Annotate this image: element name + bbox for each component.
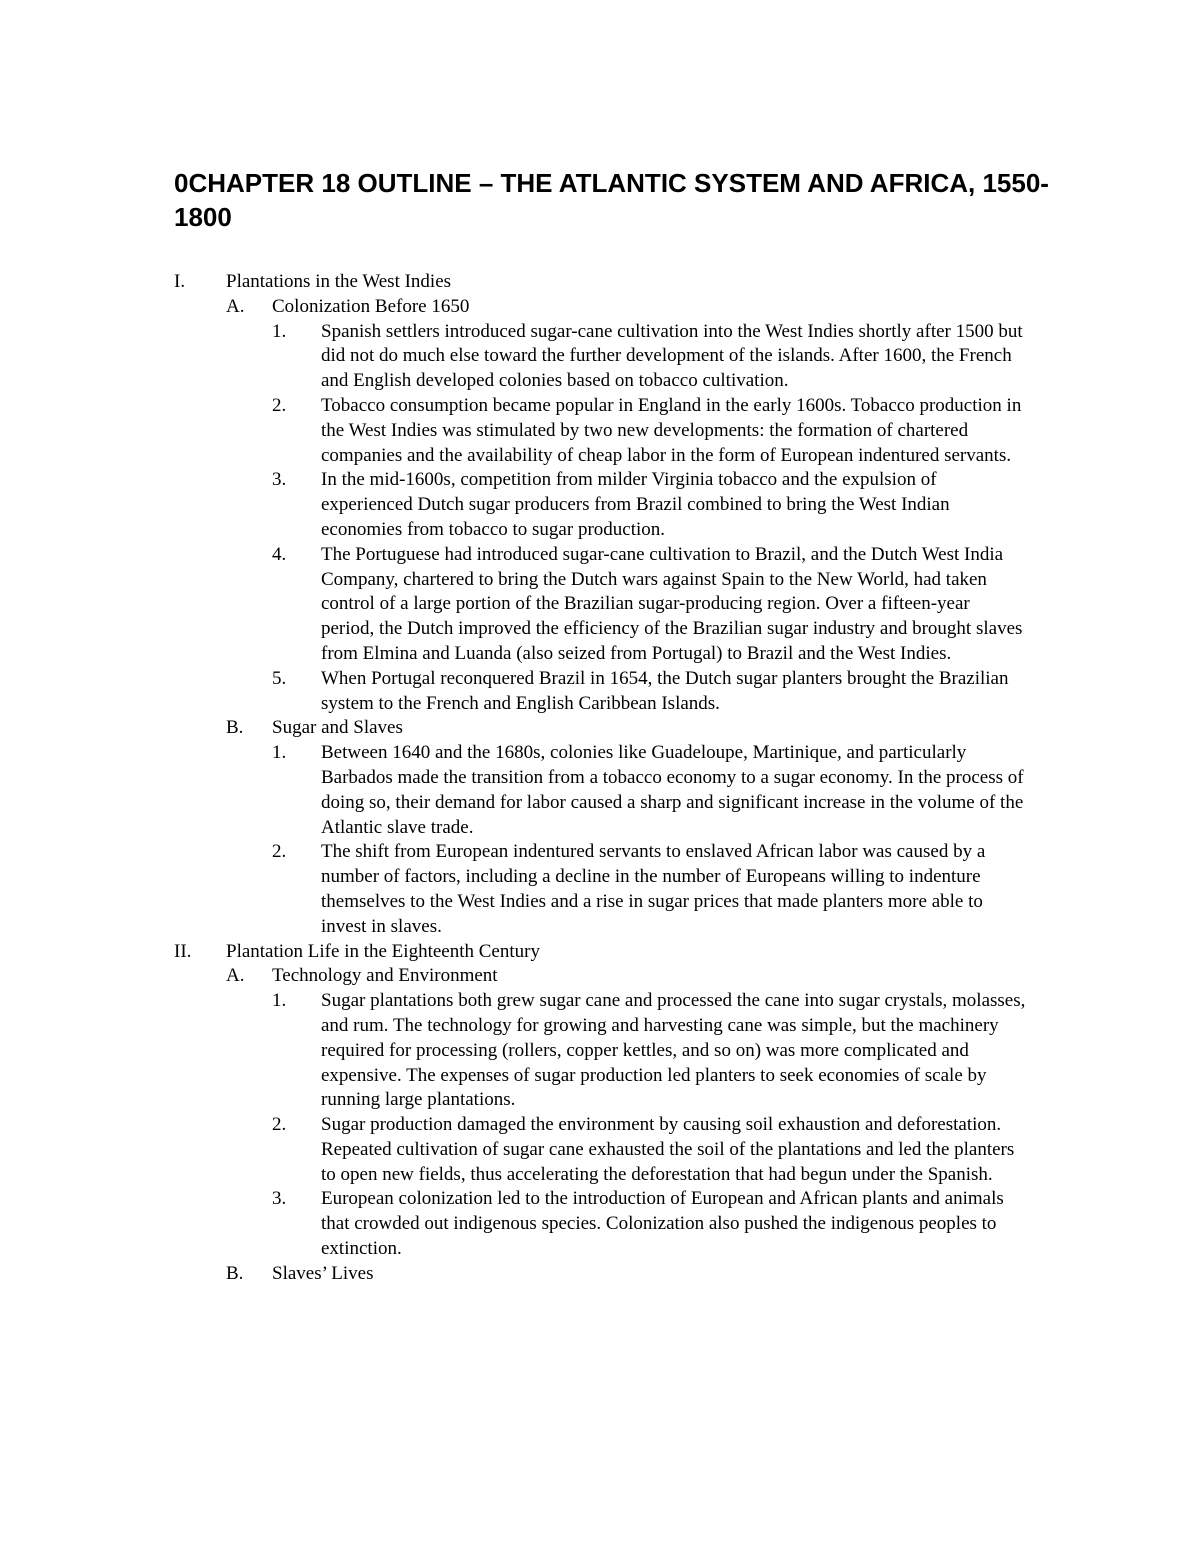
subsection-marker: A.: [226, 965, 245, 987]
point-text: Tobacco consumption became popular in England in the early 1600s. Tobacco production in the West Indies was stimulated by two new developments: the formation of chartered companies and the availability of cheap labor in the form of European indentured servants.: [321, 394, 1022, 466]
point-text: The Portuguese had introduced sugar-cane cultivation to Brazil, and the Dutch West India Company, chartered to bring the Dutch wars against Spain to the New World, had taken control of a large portion of the Brazilian sugar-producing region. Over a fifteen-year period, the Dutch improved the efficiency of the Brazilian sugar industry and brought slaves from Elmina and Luanda (also seized from Portugal) to Brazil and the West Indies.: [321, 543, 1023, 664]
point-marker: 5.: [272, 667, 287, 689]
outline-point: [0, 543, 1200, 667]
outline-point: [0, 989, 1200, 1113]
outline: [0, 270, 1200, 1287]
point-marker: 1.: [272, 320, 287, 342]
subsection-heading: Sugar and Slaves: [272, 717, 403, 739]
section-heading: Plantations in the West Indies: [226, 271, 452, 292]
point-text: The shift from European indentured servants to enslaved African labor was caused by a number of factors, including a decline in the number of Europeans willing to indenture themselves to the West Indies and a rise in sugar prices that made planters more able to invest in slaves.: [321, 841, 986, 937]
point-text: Between 1640 and the 1680s, colonies like Guadeloupe, Martinique, and particularly Barbados made the transition from a tobacco economy to a sugar economy. In the process of doing so, their demand for labor caused a sharp and significant increase in the volume of the Atlantic slave trade.: [321, 742, 1024, 838]
outline-point: [0, 667, 1200, 717]
point-text: In the mid-1600s, competition from milder Virginia tobacco and the expulsion of experienced Dutch sugar producers from Brazil combined to bring the West Indian economies from tobacco to sugar production.: [321, 469, 950, 540]
point-marker: 2.: [272, 1114, 287, 1136]
point-text: When Portugal reconquered Brazil in 1654, the Dutch sugar planters brought the Brazilian system to the French and English Caribbean Islands.: [321, 667, 1009, 714]
point-marker: 2.: [272, 394, 287, 416]
point-marker: 4.: [272, 543, 287, 565]
page-title: 0CHAPTER 18 OUTLINE – THE ATLANTIC SYSTEM AND AFRICA, 1550-1800: [174, 168, 1049, 232]
outline-subsection: [0, 295, 1200, 320]
subsection-heading: Technology and Environment: [272, 965, 498, 987]
outline-point: [0, 741, 1200, 840]
point-marker: 1.: [272, 990, 287, 1012]
subsection-marker: B.: [226, 1262, 244, 1284]
subsection-marker: B.: [226, 717, 244, 739]
outline-point: [0, 468, 1200, 542]
point-text: European colonization led to the introduction of European and African plants and animals that crowded out indigenous species. Colonization also pushed the indigenous peoples to extinction.: [321, 1188, 1004, 1260]
subsection-heading: Slaves’ Lives: [272, 1262, 374, 1284]
outline-point: [0, 1187, 1200, 1261]
point-marker: 1.: [272, 742, 287, 764]
outline-point: [0, 840, 1200, 939]
outline-section: [0, 270, 1200, 295]
point-marker: 2.: [272, 841, 287, 863]
point-text: Sugar production damaged the environment by causing soil exhaustion and deforestation. Repeated cultivation of sugar cane exhausted the soil of the plantations and led the planters to open new fields, thus accelerating the deforestation that had begun under the Spanish.: [321, 1114, 1015, 1185]
point-text: Sugar plantations both grew sugar cane and processed the cane into sugar crystals, molasses, and rum. The technology for growing and harvesting cane was simple, but the machinery required for processing (rollers, copper kettles, and so on) was more complicated and expensive. The expenses of sugar production led planters to seek economies of scale by running large plantations.: [321, 990, 1026, 1111]
outline-subsection: [0, 1262, 1200, 1287]
point-text: Spanish settlers introduced sugar-cane cultivation into the West Indies shortly after 1500 but did not do much else toward the further development of the islands. After 1600, the French and English developed colonies based on tobacco cultivation.: [321, 320, 1023, 392]
outline-subsection: [0, 964, 1200, 989]
outline-section: [0, 940, 1200, 965]
point-marker: 3.: [272, 1188, 287, 1210]
outline-point: [0, 320, 1200, 394]
outline-subsection: [0, 716, 1200, 741]
subsection-heading: Colonization Before 1650: [272, 295, 470, 317]
subsection-marker: A.: [226, 295, 245, 317]
outline-point: [0, 394, 1200, 468]
point-marker: 3.: [272, 469, 287, 491]
section-marker: II.: [174, 940, 192, 962]
section-heading: Plantation Life in the Eighteenth Century: [226, 940, 540, 962]
outline-point: [0, 1113, 1200, 1187]
section-marker: I.: [174, 271, 186, 292]
